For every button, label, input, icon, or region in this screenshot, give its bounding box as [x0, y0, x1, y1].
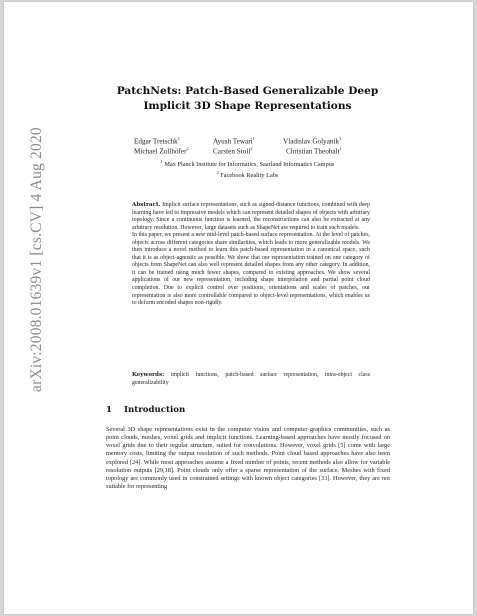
body-text [106, 426, 390, 491]
keywords-text: implicit functions, patch-based surface representation, intra-object class generalizability [132, 372, 370, 386]
author-name: Ayush Tewari$^1$ [213, 136, 255, 146]
section-heading [106, 405, 185, 415]
author-name: Carsten Stoll$^2$ [213, 146, 253, 156]
author-name: Christian Theobalt$^1$ [286, 146, 342, 156]
abstract [132, 202, 370, 308]
affiliation-line: $^1$ Max Planck Institute for Informatics, Saarland Informatics Campus [160, 159, 335, 169]
arxiv-identifier-stamp: arXiv:2008.01639v1 [cs.CV] 4 Aug 2020 [28, 127, 45, 392]
author-name: Edgar Tretschk$^1$ [134, 136, 180, 146]
paper-page [4, 2, 473, 614]
paper-title [64, 84, 431, 114]
title-line-1: PatchNets: Patch-Based Generalizable Deep [116, 85, 379, 97]
author-name: Michael Zollhöfer$^2$ [134, 146, 189, 156]
abstract-paragraph: In this paper, we present a new mid-level patch-based surface representation. At the level of patches, objects across different categories share similarities, which leads to more generalizable models. We then introduce a novel method to learn this patch-based representation in a canonical space, such that it is as object-agnostic as possible. We show that our representation trained on one category of objects from ShapeNet can also well represent detailed shapes from any other category. In addition, it can be trained using much fewer shapes, compared to existing approaches. We show several applications of our new representation, including shape interpolation and partial point cloud completion. Due to explicit control over positions, orientations and scales of patches, our representation is also more controllable compared to object-level representations, which enables us to deform encoded shapes non-rigidly. [132, 232, 370, 307]
title-line-2: Implicit 3D Shape Representations [143, 100, 352, 112]
affiliation-line: $^2$ Facebook Reality Labs [216, 170, 279, 180]
section-title: Introduction [124, 405, 186, 415]
keywords [132, 372, 370, 387]
author-name: Vladislav Golyanik$^1$ [283, 136, 342, 146]
abstract-paragraph: Abstract. Implicit surface representations, such as signed-distance functions, combined with deep learning have led to impressive models which can represent detailed shapes of objects with arbitrary topology. Since a continuous function is learned, the reconstructions can also be extracted at any arbitrary resolution. However, large datasets such as ShapeNet are required to train such models. [132, 202, 370, 231]
body-paragraph: Several 3D shape representations exist in the computer vision and computer graphics communities, such as point clouds, meshes, voxel grids and implicit functions. Learning-based approaches have mostly focused on voxel grids due to their regular structure, suited for convolutions. However, voxel grids [5] come with large memory costs, limiting the output resolution of such methods. Point cloud based approaches have also been explored [24]. While most approaches assume a fixed number of points, recent methods also allow for variable resolution outputs [29,18]. Point clouds only offer a sparse representation of the surface. Meshes with fixed topology are commonly used in constrained settings with known object categories [33]. However, they are not suitable for representing [106, 426, 390, 491]
keywords-label: Keywords: [132, 372, 165, 378]
affiliations [64, 158, 431, 181]
abstract-label: Abstract. [132, 202, 161, 208]
section-number: 1 [106, 405, 112, 415]
